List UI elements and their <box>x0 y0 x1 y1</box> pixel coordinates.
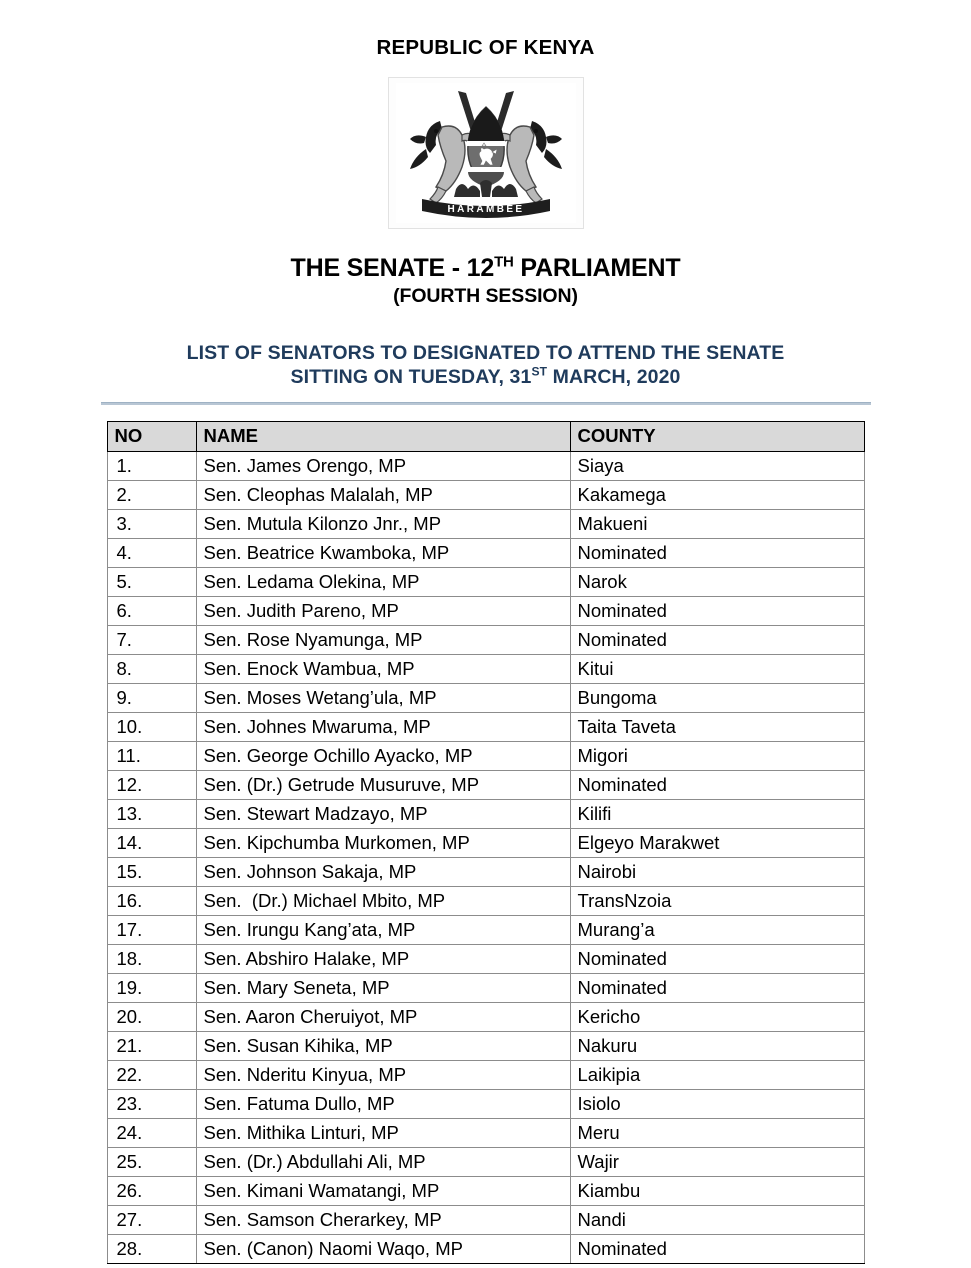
cell-no: 25. <box>107 1148 196 1177</box>
cell-county: Bungoma <box>570 684 864 713</box>
cell-county: Kiambu <box>570 1177 864 1206</box>
cell-name: Sen. Mithika Linturi, MP <box>196 1119 570 1148</box>
cell-no: 10. <box>107 713 196 742</box>
cell-name: Sen. Samson Cherarkey, MP <box>196 1206 570 1235</box>
table-row <box>107 568 864 597</box>
sitting-date-ordinal-suffix: ST <box>531 364 548 379</box>
cell-no: 8. <box>107 655 196 684</box>
cell-county: Nakuru <box>570 1032 864 1061</box>
senate-title-main: THE SENATE - 12 <box>290 253 495 282</box>
session-subtitle: (FOURTH SESSION) <box>393 284 578 307</box>
table-row <box>107 1003 864 1032</box>
cell-no: 11. <box>107 742 196 771</box>
list-heading <box>0 341 971 390</box>
cell-name: Sen. Mutula Kilonzo Jnr., MP <box>196 510 570 539</box>
cell-county: Kitui <box>570 655 864 684</box>
cell-no: 4. <box>107 539 196 568</box>
cell-county: TransNzoia <box>570 887 864 916</box>
table-row <box>107 887 864 916</box>
cell-name: Sen. Fatuma Dullo, MP <box>196 1090 570 1119</box>
cell-county: Kakamega <box>570 481 864 510</box>
table-row <box>107 1235 864 1264</box>
table-row <box>107 1090 864 1119</box>
cell-county: Kilifi <box>570 800 864 829</box>
table-row <box>107 481 864 510</box>
table-row <box>107 1119 864 1148</box>
cell-name: Sen. Aaron Cheruiyot, MP <box>196 1003 570 1032</box>
cell-name: Sen. Mary Seneta, MP <box>196 974 570 1003</box>
sitting-date-post: MARCH, 2020 <box>547 365 681 388</box>
cell-name: Sen. Susan Kihika, MP <box>196 1032 570 1061</box>
cell-name: Sen. Kimani Wamatangi, MP <box>196 1177 570 1206</box>
coat-of-arms-container <box>0 77 971 229</box>
cell-name: Sen. Johnson Sakaja, MP <box>196 858 570 887</box>
cell-no: 16. <box>107 887 196 916</box>
table-row <box>107 858 864 887</box>
cell-no: 19. <box>107 974 196 1003</box>
horizontal-divider <box>101 402 871 405</box>
senators-table <box>107 421 865 1264</box>
cell-no: 21. <box>107 1032 196 1061</box>
table-header <box>107 422 864 452</box>
cell-no: 6. <box>107 597 196 626</box>
table-row <box>107 945 864 974</box>
cell-name: Sen. (Dr.) Getrude Musuruve, MP <box>196 771 570 800</box>
cell-no: 27. <box>107 1206 196 1235</box>
cell-county: Taita Taveta <box>570 713 864 742</box>
cell-no: 22. <box>107 1061 196 1090</box>
cell-no: 23. <box>107 1090 196 1119</box>
cell-county: Nominated <box>570 626 864 655</box>
table-row <box>107 597 864 626</box>
cell-name: Sen. Beatrice Kwamboka, MP <box>196 539 570 568</box>
cell-name: Sen. Enock Wambua, MP <box>196 655 570 684</box>
cell-no: 24. <box>107 1119 196 1148</box>
table-row <box>107 800 864 829</box>
cell-county: Siaya <box>570 452 864 481</box>
cell-county: Nominated <box>570 945 864 974</box>
cell-name: Sen. Rose Nyamunga, MP <box>196 626 570 655</box>
list-heading-line-2 <box>0 365 971 389</box>
cell-county: Wajir <box>570 1148 864 1177</box>
cell-no: 9. <box>107 684 196 713</box>
cell-name: Sen. Stewart Madzayo, MP <box>196 800 570 829</box>
cell-county: Isiolo <box>570 1090 864 1119</box>
cell-no: 7. <box>107 626 196 655</box>
cell-county: Laikipia <box>570 1061 864 1090</box>
sitting-date-pre: SITTING ON TUESDAY, 31 <box>290 365 532 388</box>
table-row <box>107 626 864 655</box>
cell-county: Nominated <box>570 597 864 626</box>
cell-name: Sen. Judith Pareno, MP <box>196 597 570 626</box>
cell-no: 18. <box>107 945 196 974</box>
cell-name: Sen. (Canon) Naomi Waqo, MP <box>196 1235 570 1264</box>
column-header-no: NO <box>107 422 196 452</box>
table-row <box>107 1032 864 1061</box>
cell-county: Narok <box>570 568 864 597</box>
cell-county: Nominated <box>570 1235 864 1264</box>
table-row <box>107 916 864 945</box>
page-title: REPUBLIC OF KENYA <box>376 36 595 59</box>
cell-name: Sen. Abshiro Halake, MP <box>196 945 570 974</box>
cell-no: 15. <box>107 858 196 887</box>
cell-name: Sen. (Dr.) Michael Mbito, MP <box>196 887 570 916</box>
senate-parliament-title <box>0 255 971 282</box>
table-row <box>107 1061 864 1090</box>
cell-no: 20. <box>107 1003 196 1032</box>
cell-no: 17. <box>107 916 196 945</box>
table-row <box>107 452 864 481</box>
senators-table-container <box>0 421 971 1264</box>
table-header-row <box>107 422 864 452</box>
table-row <box>107 742 864 771</box>
cell-county: Nominated <box>570 974 864 1003</box>
coat-of-arms-image <box>388 77 584 229</box>
senate-title-ordinal-suffix: TH <box>494 253 514 271</box>
cell-no: 3. <box>107 510 196 539</box>
cell-county: Nominated <box>570 539 864 568</box>
cell-county: Murang’a <box>570 916 864 945</box>
cell-no: 2. <box>107 481 196 510</box>
cell-county: Makueni <box>570 510 864 539</box>
cell-name: Sen. Nderitu Kinyua, MP <box>196 1061 570 1090</box>
cell-no: 1. <box>107 452 196 481</box>
senate-title-tail: PARLIAMENT <box>513 253 681 282</box>
column-header-name: NAME <box>196 422 570 452</box>
svg-text:HARAMBEE: HARAMBEE <box>447 203 524 215</box>
cell-county: Kericho <box>570 1003 864 1032</box>
cell-county: Nandi <box>570 1206 864 1235</box>
cell-no: 28. <box>107 1235 196 1264</box>
table-row <box>107 829 864 858</box>
cell-name: Sen. Irungu Kang’ata, MP <box>196 916 570 945</box>
cell-county: Meru <box>570 1119 864 1148</box>
cell-no: 12. <box>107 771 196 800</box>
kenya-coat-of-arms-icon <box>396 83 576 223</box>
table-row <box>107 713 864 742</box>
cell-no: 13. <box>107 800 196 829</box>
cell-name: Sen. (Dr.) Abdullahi Ali, MP <box>196 1148 570 1177</box>
cell-county: Nominated <box>570 771 864 800</box>
cell-name: Sen. Cleophas Malalah, MP <box>196 481 570 510</box>
cell-name: Sen. Moses Wetang’ula, MP <box>196 684 570 713</box>
cell-county: Migori <box>570 742 864 771</box>
column-header-county: COUNTY <box>570 422 864 452</box>
table-row <box>107 1177 864 1206</box>
table-row <box>107 771 864 800</box>
table-row <box>107 539 864 568</box>
cell-no: 14. <box>107 829 196 858</box>
cell-name: Sen. George Ochillo Ayacko, MP <box>196 742 570 771</box>
table-row <box>107 1206 864 1235</box>
cell-name: Sen. Ledama Olekina, MP <box>196 568 570 597</box>
list-heading-line-1: LIST OF SENATORS TO DESIGNATED TO ATTEND THE SENATE <box>186 341 785 364</box>
table-row <box>107 684 864 713</box>
cell-county: Elgeyo Marakwet <box>570 829 864 858</box>
table-row <box>107 1148 864 1177</box>
table-row <box>107 510 864 539</box>
table-body <box>107 452 864 1264</box>
table-row <box>107 974 864 1003</box>
table-row <box>107 655 864 684</box>
cell-name: Sen. Kipchumba Murkomen, MP <box>196 829 570 858</box>
cell-county: Nairobi <box>570 858 864 887</box>
cell-no: 5. <box>107 568 196 597</box>
cell-no: 26. <box>107 1177 196 1206</box>
cell-name: Sen. James Orengo, MP <box>196 452 570 481</box>
cell-name: Sen. Johnes Mwaruma, MP <box>196 713 570 742</box>
